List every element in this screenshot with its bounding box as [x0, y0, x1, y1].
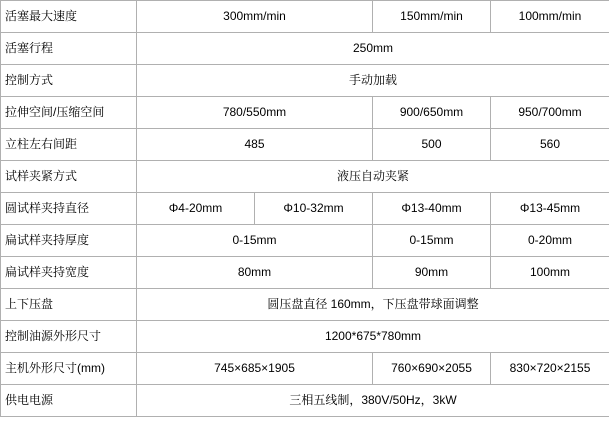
row-label: 供电电源 [1, 385, 137, 417]
table-cell: 80mm [137, 257, 373, 289]
row-label: 主机外形尺寸(mm) [1, 353, 137, 385]
table-cell: 485 [137, 129, 373, 161]
table-cell: Φ13-45mm [491, 193, 609, 225]
table-row [1, 289, 609, 321]
table-row [1, 129, 609, 161]
row-label: 控制油源外形尺寸 [1, 321, 137, 353]
table-cell: 150mm/min [373, 1, 491, 33]
table-cell: 1200*675*780mm [137, 321, 609, 353]
table-row [1, 161, 609, 193]
specification-table-body [1, 1, 609, 417]
table-cell: 液压自动夹紧 [137, 161, 609, 193]
table-cell: 三相五线制，380V/50Hz，3kW [137, 385, 609, 417]
table-row [1, 33, 609, 65]
row-label: 上下压盘 [1, 289, 137, 321]
row-label: 拉伸空间/压缩空间 [1, 97, 137, 129]
table-row [1, 193, 609, 225]
row-label: 圆试样夹持直径 [1, 193, 137, 225]
row-label: 活塞最大速度 [1, 1, 137, 33]
table-cell: 745×685×1905 [137, 353, 373, 385]
table-cell: 830×720×2155 [491, 353, 609, 385]
row-label: 立柱左右间距 [1, 129, 137, 161]
table-row [1, 1, 609, 33]
table-cell: 300mm/min [137, 1, 373, 33]
table-cell: 100mm [491, 257, 609, 289]
table-cell: 780/550mm [137, 97, 373, 129]
table-row [1, 321, 609, 353]
table-cell: 900/650mm [373, 97, 491, 129]
table-row [1, 97, 609, 129]
table-cell: 手动加载 [137, 65, 609, 97]
table-cell: 0-15mm [137, 225, 373, 257]
table-row [1, 257, 609, 289]
table-cell: Φ4-20mm [137, 193, 255, 225]
table-cell: 0-20mm [491, 225, 609, 257]
table-cell: 100mm/min [491, 1, 609, 33]
table-row [1, 385, 609, 417]
table-cell: 250mm [137, 33, 609, 65]
row-label: 扁试样夹持厚度 [1, 225, 137, 257]
row-label: 试样夹紧方式 [1, 161, 137, 193]
table-row [1, 353, 609, 385]
table-cell: Φ13-40mm [373, 193, 491, 225]
table-cell: 500 [373, 129, 491, 161]
table-cell: 760×690×2055 [373, 353, 491, 385]
table-cell: 950/700mm [491, 97, 609, 129]
table-cell: 0-15mm [373, 225, 491, 257]
table-cell: 560 [491, 129, 609, 161]
row-label: 活塞行程 [1, 33, 137, 65]
row-label: 控制方式 [1, 65, 137, 97]
table-row [1, 65, 609, 97]
table-cell: 90mm [373, 257, 491, 289]
table-cell: 圆压盘直径 160mm，下压盘带球面调整 [137, 289, 609, 321]
row-label: 扁试样夹持宽度 [1, 257, 137, 289]
table-cell: Φ10-32mm [255, 193, 373, 225]
table-row [1, 225, 609, 257]
